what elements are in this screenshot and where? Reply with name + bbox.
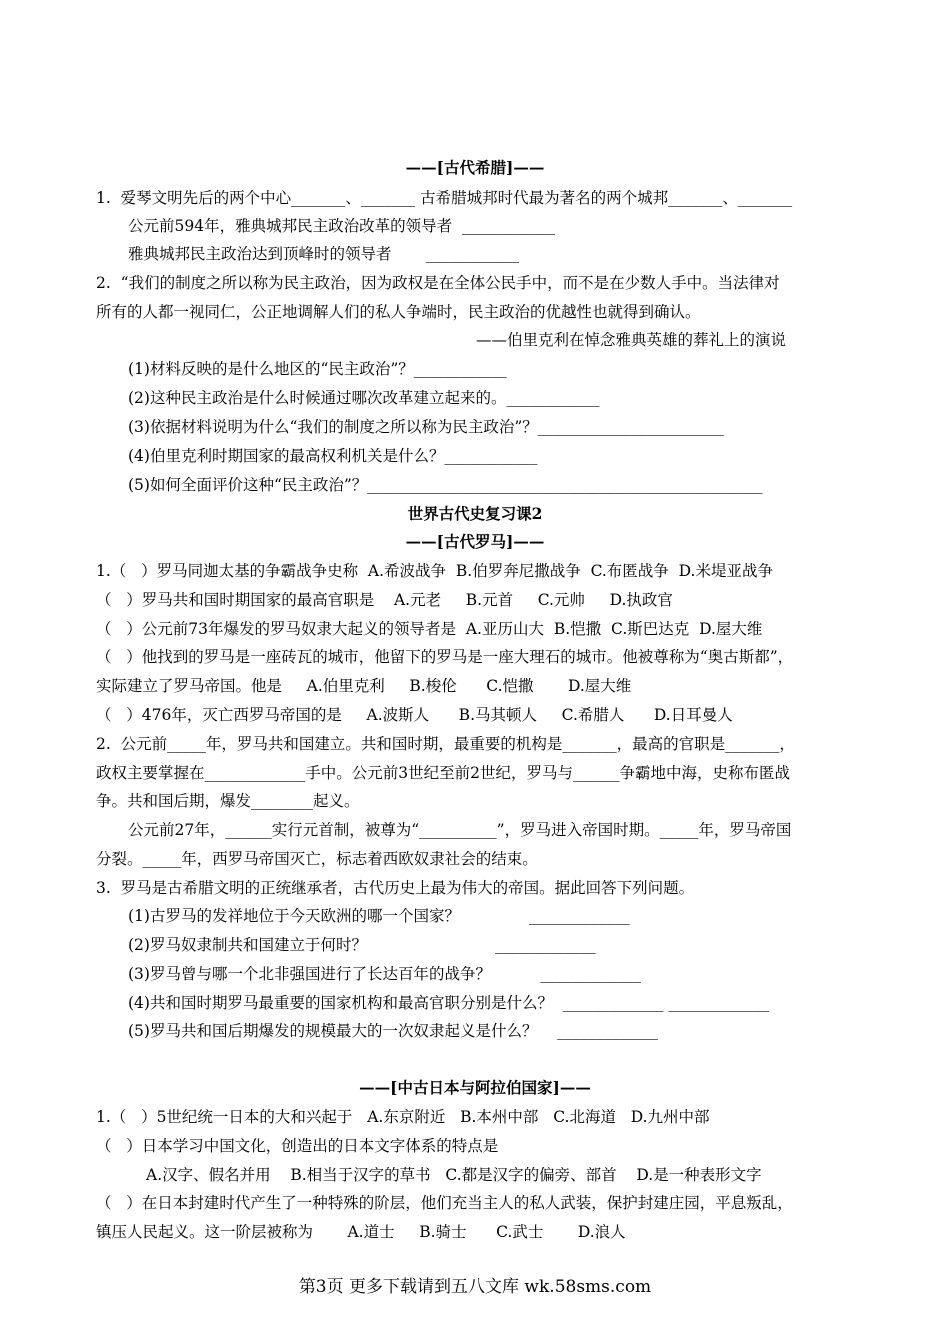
question-2-line-2: 所有的人都一视同仁，公正地调解人们的私人争端时，民主政治的优越性也就得到确认。 bbox=[96, 303, 701, 321]
rome-line-3: （ ）公元前73年爆发的罗马奴隶大起义的领导者是 A.亚历山大 B.恺撒 C.斯巴达克 D.屋大维 bbox=[96, 620, 763, 638]
question-1-line-3: 雅典城邦民主政治达到顶峰时的领导者 ____________ bbox=[128, 245, 519, 263]
rome-line-1: 1.（ ）罗马同迦太基的争霸战争史称 A.希波战争 B.伯罗奔尼撒战争 C.布匿战争 D.米堤亚战争 bbox=[96, 562, 773, 580]
question-2-source: ——伯里克利在悼念雅典英雄的葬礼上的演说 bbox=[476, 331, 787, 349]
question-1-line-2: 公元前594年，雅典城邦民主政治改革的领导者 ____________ bbox=[128, 217, 555, 235]
sub-question-4: (4)伯里克利时期国家的最高权利机关是什么？____________ bbox=[128, 447, 538, 465]
rome-sub-2: (2)罗马奴隶制共和国建立于何时？ _____________ bbox=[128, 936, 596, 954]
japan-line-4: （ ）在日本封建时代产生了一种特殊的阶层，他们充当主人的私人武装，保护封建庄园，平息叛乱， bbox=[96, 1194, 793, 1212]
japan-line-2: （ ）日本学习中国文化，创造出的日本文字体系的特点是 bbox=[96, 1137, 499, 1155]
review-title: 世界古代史复习课2 bbox=[407, 504, 543, 523]
japan-line-3: A.汉字、假名并用 B.相当于汉字的草书 C.都是汉字的偏旁、部首 D.是一种表形文字 bbox=[146, 1166, 762, 1184]
rome-line-7: 2. 公元前_____年，罗马共和国建立。共和国时期，最重要的机构是_______，最高的官职是_______， bbox=[96, 735, 795, 753]
sub-question-5: (5)如何全面评价这种“民主政治”？___________________________________________________ bbox=[128, 476, 763, 494]
japan-line-1: 1.（ ）5世纪统一日本的大和兴起于 A.东京附近 B.本州中部 C.北海道 D.九州中部 bbox=[96, 1108, 710, 1126]
heading-ancient-greece: ——[古代希腊]—— bbox=[405, 158, 545, 177]
rome-line-12: 3. 罗马是古希腊文明的正统继承者，古代历史上最为伟大的帝国。据此回答下列问题。 bbox=[96, 879, 695, 897]
question-1-line-1: 1. 爱琴文明先后的两个中心_______、_______ 古希腊城邦时代最为著名的两个城邦_______、_______ bbox=[96, 189, 793, 207]
rome-line-11: 分裂。_____年，西罗马帝国灭亡，标志着西欧奴隶社会的结束。 bbox=[96, 850, 538, 868]
page-footer: 第3页 更多下载请到五八文库 wk.58sms.com bbox=[298, 1277, 652, 1297]
rome-line-10: 公元前27年，______实行元首制，被尊为“__________”，罗马进入帝国时期。_____年，罗马帝国 bbox=[128, 821, 792, 839]
japan-line-5: 镇压人民起义。这一阶层被称为 A.道士 B.骑士 C.武士 D.浪人 bbox=[96, 1223, 626, 1241]
heading-ancient-rome: ——[古代罗马]—— bbox=[405, 532, 545, 551]
heading-japan-arab: ——[中古日本与阿拉伯国家]—— bbox=[359, 1078, 591, 1097]
sub-question-1: (1)材料反映的是什么地区的“民主政治”？____________ bbox=[128, 360, 507, 378]
rome-line-2: （ ）罗马共和国时期国家的最高官职是 A.元老 B.元首 C.元帅 D.执政官 bbox=[96, 591, 673, 609]
sub-question-3: (3)依据材料说明为什么“我们的制度之所以称为民主政治”？________________________ bbox=[128, 418, 724, 436]
rome-line-4: （ ）他找到的罗马是一座砖瓦的城市，他留下的罗马是一座大理石的城市。他被尊称为“奥古斯都”， bbox=[96, 648, 794, 666]
sub-question-2: (2)这种民主政治是什么时候通过哪次改革建立起来的。____________ bbox=[128, 389, 600, 407]
rome-sub-4: (4)共和国时期罗马最重要的国家机构和最高官职分别是什么？ _____________ _____________ bbox=[128, 994, 770, 1012]
rome-line-8: 政权主要掌握在_____________手中。公元前3世纪至前2世纪，罗马与______争霸地中海，史称布匿战 bbox=[96, 764, 790, 782]
rome-sub-1: (1)古罗马的发祥地位于今天欧洲的哪一个国家？ _____________ bbox=[128, 907, 630, 925]
rome-line-9: 争。共和国后期，爆发________起义。 bbox=[96, 792, 360, 810]
rome-sub-3: (3)罗马曾与哪一个北非强国进行了长达百年的战争？ _____________ bbox=[128, 965, 641, 983]
rome-line-5: 实际建立了罗马帝国。他是 A.伯里克利 B.梭伦 C.恺撒 D.屋大维 bbox=[96, 677, 632, 695]
rome-line-6: （ ）476年，灭亡西罗马帝国的是 A.波斯人 B.马其顿人 C.希腊人 D.日耳曼人 bbox=[96, 706, 733, 724]
rome-sub-5: (5)罗马共和国后期爆发的规模最大的一次奴隶起义是什么？ _____________ bbox=[128, 1022, 658, 1040]
question-2-line-1: 2. “我们的制度之所以称为民主政治，因为政权是在全体公民手中，而不是在少数人手中。当法律对 bbox=[96, 274, 780, 292]
